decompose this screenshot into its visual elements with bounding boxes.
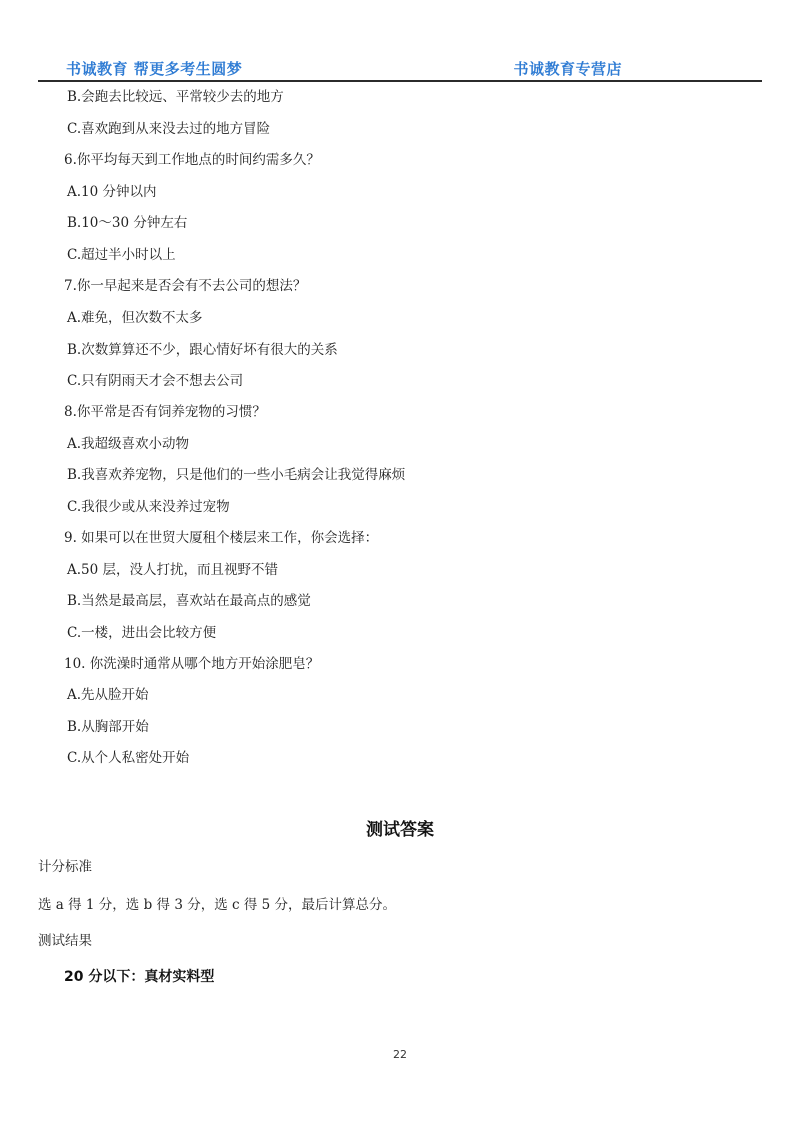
page-header	[38, 56, 762, 82]
q8-title: 8.你平常是否有饲养宠物的习惯？	[64, 404, 266, 420]
q9-option-b: B.当然是最高层，喜欢站在最高点的感觉	[67, 593, 311, 609]
scoring-rule: 选 a 得 1 分，选 b 得 3 分，选 c 得 5 分，最后计算总分。	[38, 897, 397, 913]
q5-option-b: B.会跑去比较远、平常较少去的地方	[67, 89, 284, 105]
q8-option-a: A.我超级喜欢小动物	[67, 436, 190, 452]
q7-option-c: C.只有阴雨天才会不想去公司	[67, 373, 244, 389]
q6-option-a: A.10 分钟以内	[67, 184, 157, 200]
result-label: 测试结果	[38, 933, 92, 949]
q7-title: 7.你一早起来是否会有不去公司的想法？	[64, 278, 307, 294]
q8-option-b: B.我喜欢养宠物，只是他们的一些小毛病会让我觉得麻烦	[67, 467, 406, 483]
q5-option-c: C.喜欢跑到从来没去过的地方冒险	[67, 121, 271, 137]
answers-heading: 测试答案	[366, 820, 434, 840]
q6-title: 6.你平均每天到工作地点的时间约需多久？	[64, 152, 320, 168]
q7-option-b: B.次数算算还不少，跟心情好坏有很大的关系	[67, 342, 338, 358]
q6-option-c: C.超过半小时以上	[67, 247, 176, 263]
header-store-name: 书诚教育专营店	[513, 60, 622, 78]
header-slogan: 书诚教育 帮更多考生圆梦	[66, 60, 243, 78]
q10-title: 10. 你洗澡时通常从哪个地方开始涂肥皂？	[64, 656, 320, 672]
result-first-tier: 20 分以下：真材实料型	[64, 969, 215, 985]
q10-option-a: A.先从脸开始	[67, 687, 149, 703]
q10-option-b: B.从胸部开始	[67, 719, 149, 735]
q7-option-a: A.难免，但次数不太多	[67, 310, 203, 326]
scoring-label: 计分标准	[38, 859, 92, 875]
page-number: 22	[393, 1048, 407, 1061]
q6-option-b: B.10～30 分钟左右	[67, 215, 188, 231]
q9-option-a: A.50 层，没人打扰，而且视野不错	[67, 562, 279, 578]
q9-option-c: C.一楼，进出会比较方便	[67, 625, 217, 641]
q9-title: 9. 如果可以在世贸大厦租个楼层来工作，你会选择：	[64, 530, 379, 546]
q10-option-c: C.从个人私密处开始	[67, 750, 190, 766]
q8-option-c: C.我很少或从来没养过宠物	[67, 499, 230, 515]
